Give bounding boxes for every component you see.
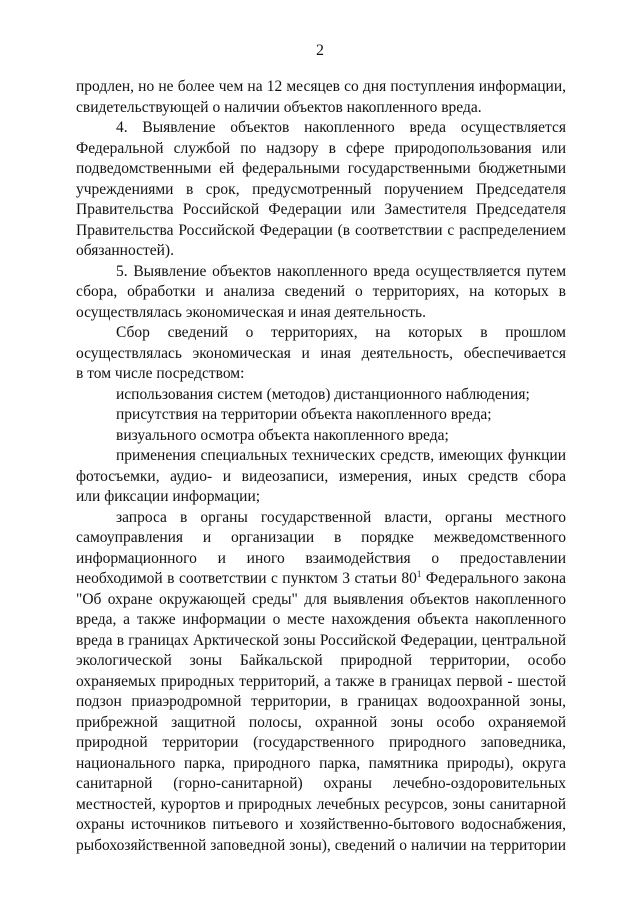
- text-line: природной территории (государственного природного заповедника,: [76, 734, 566, 751]
- text-line: Правительства Российской Федерации (в соответствии с распределением: [76, 221, 566, 239]
- text-line: использования систем (методов) дистанционного наблюдения;: [116, 385, 530, 403]
- text-line: продлен, но не более чем на 12 месяцев со дня поступления информации,: [76, 78, 566, 95]
- text-line: "Об охране окружающей среды" для выявления объектов накопленного: [76, 590, 566, 608]
- text-line: рыбохозяйственной заповедной зоны), сведений о наличии на территории: [76, 836, 566, 854]
- text-line: подведомственными ей федеральными государственными бюджетными: [76, 160, 566, 177]
- text-line: Федеральной службой по надзору в сфере природопользования или: [76, 139, 566, 157]
- text-line: или фиксации информации;: [76, 488, 261, 505]
- text-line: охраняемых природных территорий, а также в границах первой - шестой: [76, 672, 566, 690]
- text-line: фотосъемки, аудио- и видеозаписи, измерения, иных средств сбора: [76, 467, 566, 485]
- text-segment: Федерального закона: [421, 570, 566, 587]
- document-body: [76, 77, 566, 856]
- text-line: применения специальных технических средств, имеющих функции: [116, 447, 566, 464]
- page-number: 2: [316, 42, 324, 59]
- text-segment: необходимой в соответствии с пунктом 3 статьи 80: [76, 570, 417, 587]
- text-line: местностей, курортов и природных лечебных ресурсов, зоны санитарной: [76, 795, 566, 813]
- text-line: санитарной (горно-санитарной) охраны лечебно-оздоровительных: [76, 775, 566, 792]
- text-line: свидетельствующей о наличии объектов накопленного вреда.: [76, 98, 482, 116]
- text-line: [76, 569, 566, 590]
- text-line: осуществлялась экономическая и иная деятельность, обеспечивается: [76, 344, 566, 362]
- text-line: прибрежной защитной полосы, охранной зоны особо охраняемой: [76, 713, 566, 731]
- text-line: 4. Выявление объектов накопленного вреда осуществляется: [116, 119, 566, 136]
- text-line: обязанностей).: [76, 242, 174, 259]
- text-line: запроса в органы государственной власти, органы местного: [116, 508, 566, 526]
- text-line: экологической зоны Байкальской природной территории, особо: [76, 652, 566, 669]
- text-line: национального парка, природного парка, памятника природы), округа: [76, 754, 566, 772]
- text-line: подзон приаэродромной территории, в границах водоохранной зоны,: [76, 693, 566, 710]
- text-line: визуального осмотра объекта накопленного вреда;: [116, 426, 449, 444]
- text-line: Правительства Российской Федерации или Заместителя Председателя: [76, 201, 566, 218]
- text-line: охраны источников питьевого и хозяйственно-бытового водоснабжения,: [76, 816, 566, 833]
- text-line: вреда, а также информации о месте нахождения объекта накопленного: [76, 611, 566, 628]
- text-line: осуществлялась экономическая и иная деятельность.: [76, 303, 426, 321]
- text-line: 5. Выявление объектов накопленного вреда осуществляется путем: [116, 262, 566, 280]
- text-line: присутствия на территории объекта накопленного вреда;: [116, 406, 492, 423]
- text-line: сбора, обработки и анализа сведений о территориях, на которых в: [76, 283, 566, 300]
- superscript: 1: [416, 569, 422, 579]
- text-line: учреждениями в срок, предусмотренный поручением Председателя: [76, 180, 566, 198]
- text-line: информационного и иного взаимодействия о предоставлении: [76, 549, 566, 567]
- text-line: самоуправления и организации в порядке межведомственного: [76, 529, 566, 546]
- text-line: вреда в границах Арктической зоны Российской Федерации, центральной: [76, 631, 566, 649]
- text-line: Сбор сведений о территориях, на которых в прошлом: [116, 324, 566, 341]
- text-line: в том числе посредством:: [76, 365, 245, 382]
